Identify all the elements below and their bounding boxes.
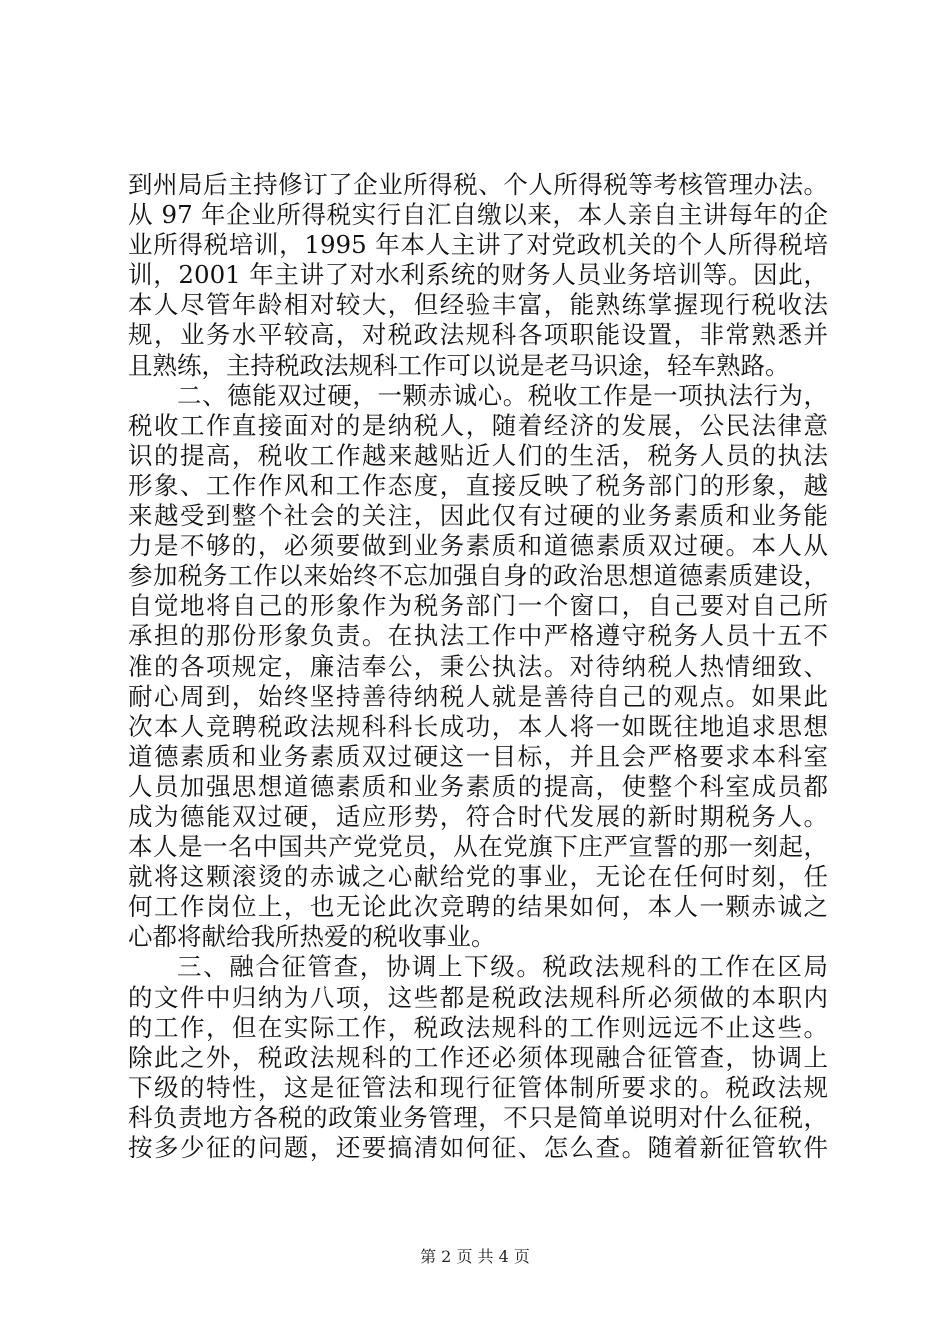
text-line: 形象、工作作风和工作态度，直接反映了税务部门的形象，越 [128, 470, 828, 500]
text-line: 三、融合征管查，协调上下级。税政法规科的工作在区局 [177, 952, 828, 982]
text-line: 次本人竞聘税政法规科科长成功，本人将一如既往地追求思想 [128, 711, 828, 741]
text-line: 从 97 年企业所得税实行自汇自缴以来，本人亲自主讲每年的企 [128, 200, 828, 230]
text-line: 来越受到整个社会的关注，因此仅有过硬的业务素质和业务能 [128, 501, 828, 531]
text-line: 按多少征的问题，还要搞清如何征、怎么查。随着新征管软件 [128, 1133, 828, 1162]
text-line: 的文件中归纳为八项，这些都是税政法规科所必须做的本职内 [128, 982, 828, 1012]
text-line: 道德素质和业务素质双过硬这一目标，并且会严格要求本科室 [128, 741, 828, 771]
text-line: 的工作，但在实际工作，税政法规科的工作则远远不止这些。 [128, 1012, 828, 1042]
page-footer: 第 2 页 共 4 页 [420, 1247, 530, 1266]
body-text [128, 170, 828, 1163]
text-line: 耐心周到，始终坚持善待纳税人就是善待自己的观点。如果此 [128, 681, 828, 711]
text-line: 下级的特性，这是征管法和现行征管体制所要求的。税政法规 [128, 1072, 828, 1102]
text-line: 本人是一名中国共产党党员，从在党旗下庄严宣誓的那一刻起， [128, 832, 828, 862]
text-line: 力是不够的，必须要做到业务素质和道德素质双过硬。本人从 [128, 531, 828, 561]
text-line: 参加税务工作以来始终不忘加强自身的政治思想道德素质建设， [128, 561, 828, 591]
text-line: 业所得税培训，1995 年本人主讲了对党政机关的个人所得税培 [128, 230, 828, 260]
text-line: 规，业务水平较高，对税政法规科各项职能设置，非常熟悉并 [128, 320, 828, 350]
text-line: 自觉地将自己的形象作为税务部门一个窗口，自己要对自己所 [128, 591, 828, 621]
text-line: 到州局后主持修订了企业所得税、个人所得税等考核管理办法。 [128, 170, 828, 199]
text-line: 二、德能双过硬，一颗赤诚心。税收工作是一项执法行为， [177, 380, 828, 410]
text-line: 识的提高，税收工作越来越贴近人们的生活，税务人员的执法 [128, 440, 828, 470]
text-line: 何工作岗位上，也无论此次竞聘的结果如何，本人一颗赤诚之 [128, 892, 828, 922]
text-line: 除此之外，税政法规科的工作还必须体现融合征管查，协调上 [128, 1042, 828, 1072]
text-line: 本人尽管年龄相对较大，但经验丰富，能熟练掌握现行税收法 [128, 290, 828, 320]
text-line: 心都将献给我所热爱的税收事业。 [128, 922, 496, 952]
text-line: 科负责地方各税的政策业务管理，不只是简单说明对什么征税， [128, 1102, 828, 1132]
text-line: 税收工作直接面对的是纳税人，随着经济的发展，公民法律意 [128, 410, 828, 440]
text-line: 成为德能双过硬，适应形势，符合时代发展的新时期税务人。 [128, 801, 828, 831]
text-line: 承担的那份形象负责。在执法工作中严格遵守税务人员十五不 [128, 621, 828, 651]
text-line: 就将这颗滚烫的赤诚之心献给党的事业，无论在任何时刻，任 [128, 862, 828, 892]
text-line: 训，2001 年主讲了对水利系统的财务人员业务培训等。因此， [128, 260, 828, 290]
text-line: 且熟练，主持税政法规科工作可以说是老马识途，轻车熟路。 [128, 350, 790, 380]
text-line: 人员加强思想道德素质和业务素质的提高，使整个科室成员都 [128, 771, 828, 801]
text-line: 准的各项规定，廉洁奉公，秉公执法。对待纳税人热情细致、 [128, 651, 828, 681]
